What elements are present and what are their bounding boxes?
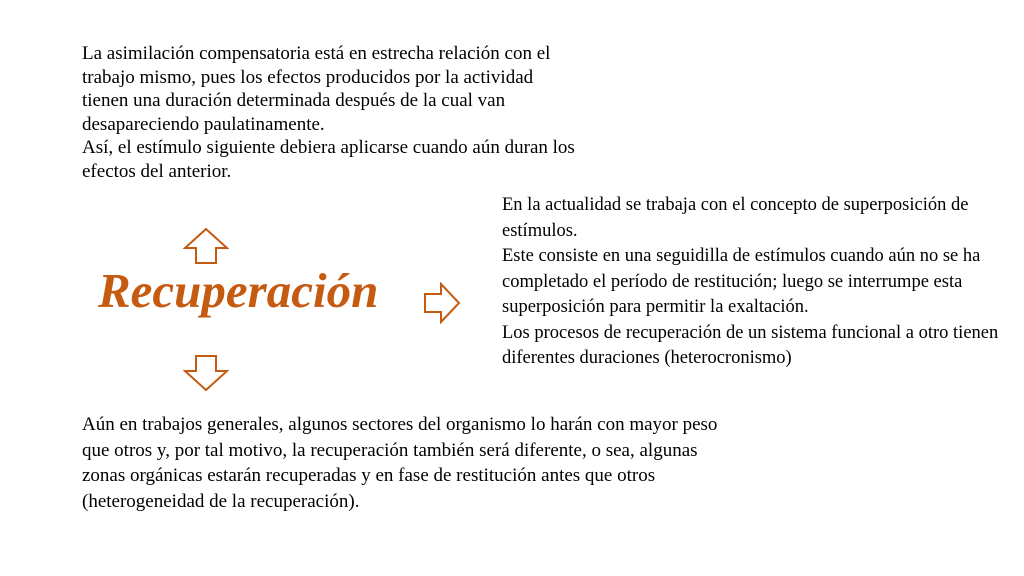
arrow-up-outline-icon	[183, 227, 229, 265]
top-paragraph-line-1: La asimilación compensatoria está en estrecha relación con el trabajo mismo, pues los efectos producidos por la actividad tienen una duración determinada después de la cual van desapareciendo paulatinamente.	[82, 43, 551, 135]
arrow-right-outline-icon	[423, 282, 461, 324]
top-paragraph-line-2: Así, el estímulo siguiente debiera aplicarse cuando aún duran los efectos del anterior.	[82, 137, 575, 182]
arrow-down-outline-icon	[183, 354, 229, 392]
right-paragraph	[502, 193, 1002, 372]
right-paragraph-line-1: En la actualidad se trabaja con el concepto de superposición de estímulos.	[502, 195, 969, 241]
bottom-paragraph	[82, 412, 732, 514]
top-paragraph	[82, 42, 582, 183]
right-paragraph-line-3: Los procesos de recuperación de un sistema funcional a otro tienen diferentes duraciones (heterocronismo)	[502, 322, 999, 368]
right-paragraph-line-2: Este consiste en una seguidilla de estímulos cuando aún no se ha completado el período de restitución; luego se interrumpe esta superposición para permitir la exaltación.	[502, 246, 981, 317]
slide-title: Recuperación	[98, 263, 379, 318]
bottom-paragraph-text: Aún en trabajos generales, algunos sectores del organismo lo harán con mayor peso que otros y, por tal motivo, la recuperación también será diferente, o sea, algunas zonas orgánicas estarán recuperadas y en fase de restitución antes que otros (heterogeneidad de la recuperación).	[82, 414, 718, 512]
